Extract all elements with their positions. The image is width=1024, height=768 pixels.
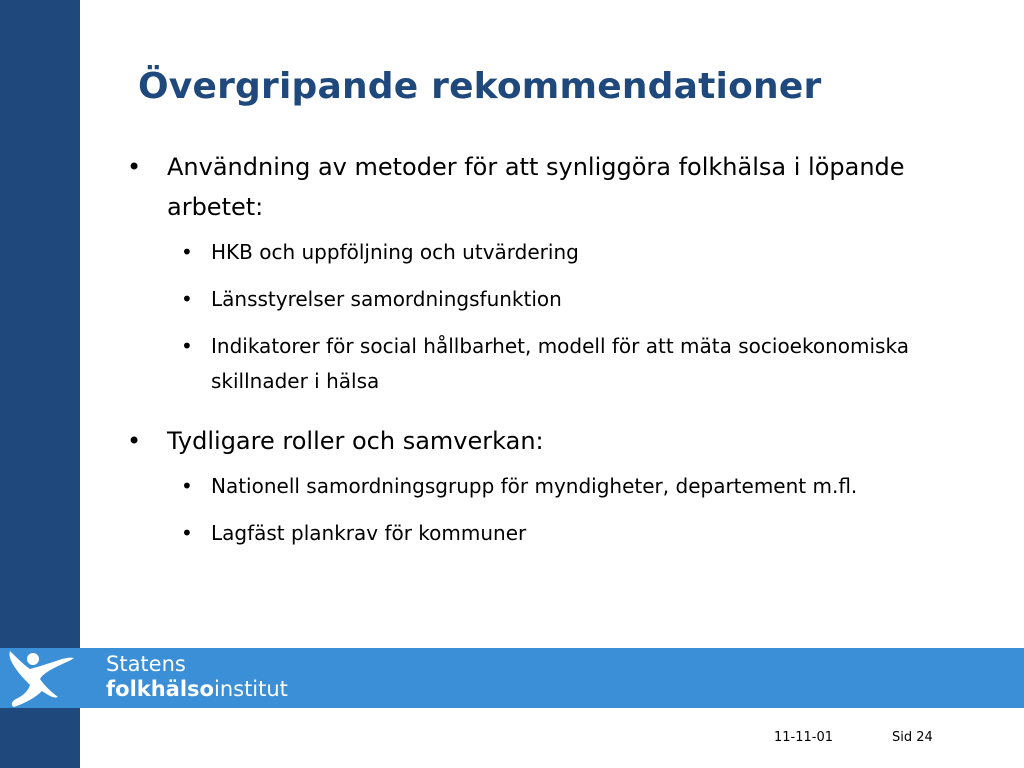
- bullet-item: [127, 147, 947, 227]
- sub-bullet-text: Indikatorer för social hållbarhet, modell för att mäta socioekonomiska skillnader i hälsa: [211, 334, 909, 393]
- sub-bullet-item: [181, 235, 947, 270]
- bullet-text: Tydligare roller och samverkan:: [167, 427, 544, 455]
- sub-bullet-text: Lagfäst plankrav för kommuner: [211, 521, 527, 545]
- sub-bullet-item: [181, 282, 947, 317]
- bullet-icon: •: [181, 240, 193, 264]
- footer-date: 11-11-01: [774, 730, 834, 745]
- sub-bullet-item: [181, 516, 947, 551]
- logo-line2-regular: institut: [213, 677, 288, 701]
- sub-bullet-text: Länsstyrelser samordningsfunktion: [211, 287, 562, 311]
- bullet-icon: •: [127, 427, 142, 455]
- bullet-icon: •: [181, 287, 193, 311]
- sub-bullet-item: [181, 469, 947, 504]
- bullet-icon: •: [181, 474, 193, 498]
- slide-content: [127, 147, 947, 563]
- logo-line2: [106, 677, 288, 702]
- jumping-figure-logo-icon: [0, 645, 90, 715]
- sub-bullet-item: [181, 329, 947, 399]
- footer-page-number: Sid 24: [892, 730, 933, 745]
- bullet-icon: •: [181, 521, 193, 545]
- logo-line1: Statens: [106, 652, 186, 676]
- logo-wordmark: [106, 652, 288, 702]
- bullet-icon: •: [127, 153, 142, 181]
- sub-bullet-text: HKB och uppföljning och utvärdering: [211, 240, 579, 264]
- bullet-text: Användning av metoder för att synliggöra folkhälsa i löpande arbetet:: [167, 153, 905, 221]
- bullet-item: [127, 421, 947, 461]
- bullet-icon: •: [181, 334, 193, 358]
- logo-line2-bold: folkhälso: [106, 677, 214, 701]
- sub-bullet-text: Nationell samordningsgrupp för myndigheter, departement m.fl.: [211, 474, 858, 498]
- slide-title: Övergripande rekommendationer: [138, 66, 822, 107]
